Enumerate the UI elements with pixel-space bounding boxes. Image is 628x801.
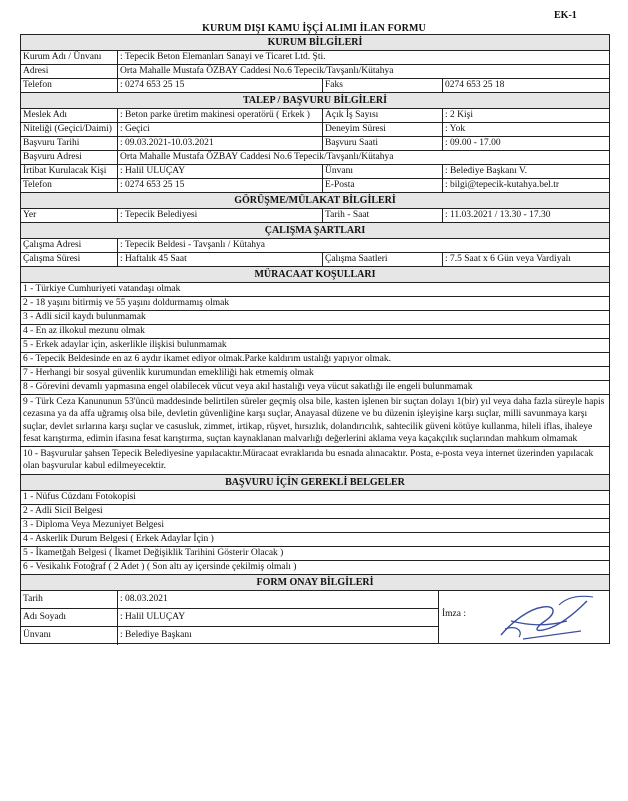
gorusme-tarih-value: : 11.03.2021 / 13.30 - 17.30 bbox=[445, 210, 551, 220]
belge-item-text: 1 - Nüfus Cüzdanı Fotokopisi bbox=[23, 491, 136, 502]
muracaat-item bbox=[20, 325, 610, 339]
belge-item-text: 5 - İkametğah Belgesi ( İkamet Değişiklik Tarihini Gösterir Olacak ) bbox=[23, 547, 284, 558]
basvuru-adres-value: Orta Mahalle Mustafa ÖZBAY Caddesi No.6 Tepecik/Tavşanlı/Kütahya bbox=[120, 152, 394, 162]
kurum-name-value: : Tepecik Beton Elemanları Sanayi ve Ticaret Ltd. Şti. bbox=[120, 52, 326, 62]
acik-is-label: Açık İş Sayısı bbox=[323, 109, 443, 122]
kurum-address-label: Adresi bbox=[21, 65, 118, 78]
section-title: FORM ONAY BİLGİLERİ bbox=[256, 576, 374, 588]
muracaat-item-text: 5 - Erkek adaylar için, askerlikle ilişkisi bulunmamak bbox=[23, 340, 227, 350]
signature-cell bbox=[439, 591, 609, 643]
talep-irtibat-row bbox=[20, 165, 610, 179]
muracaat-item-text: 1 - Türkiye Cumhuriyeti vatandaşı olmak bbox=[23, 284, 181, 294]
kurum-fax-label: Faks bbox=[323, 79, 443, 92]
eposta-label: E-Posta bbox=[323, 179, 443, 192]
section-talep-heading bbox=[20, 93, 610, 109]
kurum-address-row bbox=[20, 65, 610, 79]
muracaat-item-text: 3 - Adli sicil kaydı bulunmamak bbox=[23, 312, 146, 322]
calisma-adres-label: Çalışma Adresi bbox=[21, 239, 118, 252]
meslek-label: Meslek Adı bbox=[21, 109, 118, 122]
muracaat-item bbox=[20, 353, 610, 367]
calisma-sure-label: Çalışma Süresi bbox=[21, 253, 118, 266]
kurum-phone-row bbox=[20, 79, 610, 93]
talep-telefon-value: : 0274 653 25 15 bbox=[120, 180, 185, 190]
calisma-adres-row bbox=[20, 239, 610, 253]
muracaat-item-text: 4 - En az ilkokul mezunu olmak bbox=[23, 326, 145, 336]
belge-item bbox=[20, 505, 610, 519]
acik-is-value: : 2 Kişi bbox=[445, 110, 473, 120]
section-muracaat-heading bbox=[20, 267, 610, 283]
kurum-fax-value: 0274 653 25 18 bbox=[445, 80, 505, 90]
onay-block bbox=[20, 591, 610, 644]
irtibat-unvan-label: Ünvanı bbox=[323, 165, 443, 178]
kurum-phone-label: Telefon bbox=[21, 79, 118, 92]
muracaat-item bbox=[20, 311, 610, 325]
gorusme-row bbox=[20, 209, 610, 223]
section-belgeler-heading bbox=[20, 475, 610, 491]
calisma-sure-row bbox=[20, 253, 610, 267]
section-title: KURUM BİLGİLERİ bbox=[267, 37, 363, 48]
section-title: TALEP / BAŞVURU BİLGİLERİ bbox=[242, 95, 388, 106]
kurum-address-value: Orta Mahalle Mustafa ÖZBAY Caddesi No.6 Tepecik/Tavşanlı/Kütahya bbox=[120, 66, 394, 76]
section-title: BAŞVURU İÇİN GEREKLİ BELGELER bbox=[225, 476, 405, 488]
talep-adres-row bbox=[20, 151, 610, 165]
belge-item bbox=[20, 533, 610, 547]
talep-telefon-row bbox=[20, 179, 610, 193]
section-title: GÖRÜŞME/MÜLAKAT BİLGİLERİ bbox=[234, 195, 396, 206]
irtibat-unvan-value: : Belediye Başkanı V. bbox=[445, 166, 527, 176]
onay-tarih-value: : 08.03.2021 bbox=[120, 593, 168, 604]
kurum-name-row bbox=[20, 51, 610, 65]
belge-item-text: 2 - Adli Sicil Belgesi bbox=[23, 505, 103, 516]
basvuru-saat-value: : 09.00 - 17.00 bbox=[445, 138, 501, 148]
muracaat-item bbox=[20, 297, 610, 311]
deneyim-value: : Yok bbox=[445, 124, 466, 134]
calisma-saat-label: Çalışma Saatleri bbox=[323, 253, 443, 266]
gorusme-yer-value: : Tepecik Belediyesi bbox=[120, 210, 198, 220]
onay-unvan-row bbox=[21, 627, 438, 644]
calisma-saat-value: : 7.5 Saat x 6 Gün veya Vardiyalı bbox=[445, 254, 571, 264]
irtibat-label: İrtibat Kurulacak Kişi bbox=[21, 165, 118, 178]
imza-label: İmza : bbox=[442, 608, 467, 619]
handwritten-signature bbox=[483, 591, 603, 649]
muracaat-item-text: 7 - Herhangi bir sosyal güvenlik kurumundan emekliliği hak etmemiş olmak bbox=[23, 368, 314, 378]
kurum-name-label: Kurum Adı / Ünvanı bbox=[21, 51, 118, 64]
job-posting-form bbox=[20, 34, 610, 644]
deneyim-label: Deneyim Süresi bbox=[323, 123, 443, 136]
talep-telefon-label: Telefon bbox=[21, 179, 118, 192]
meslek-value: : Beton parke üretim makinesi operatörü ( Erkek ) bbox=[120, 110, 310, 120]
onay-unvan-value: : Belediye Başkanı bbox=[120, 630, 192, 641]
onay-adsoyad-label: Adı Soyadı bbox=[21, 609, 118, 626]
gorusme-tarih-label: Tarih - Saat bbox=[323, 209, 443, 222]
section-gorusme-heading bbox=[20, 193, 610, 209]
onay-tarih-row bbox=[21, 591, 438, 609]
onay-adsoyad-row bbox=[21, 609, 438, 627]
annex-label: EK-1 bbox=[554, 10, 577, 21]
belge-item-text: 6 - Vesikalık Fotoğraf ( 2 Adet ) ( Son altı ay içersinde çekilmiş olmalı ) bbox=[23, 561, 297, 572]
kurum-phone-value: : 0274 653 25 15 bbox=[120, 80, 185, 90]
basvuru-adres-label: Başvuru Adresi bbox=[21, 151, 118, 164]
talep-meslek-row bbox=[20, 109, 610, 123]
belge-item bbox=[20, 547, 610, 561]
muracaat-item-text: 2 - 18 yaşını bitirmiş ve 55 yaşını doldurmamış olmak bbox=[23, 298, 230, 308]
muracaat-item-text: 8 - Görevini devamlı yapmasına engel olabilecek vücut veya akıl hastalığı veya vücut sakatlığı ile engeli bulunmamak bbox=[23, 382, 473, 392]
muracaat-item-text: 6 - Tepecik Beldesinde en az 6 aydır ikamet ediyor olmak.Parke kaldırım ustalığı yapıyor olmak. bbox=[23, 354, 391, 364]
irtibat-value: : Halil ULUÇAY bbox=[120, 166, 186, 176]
section-calisma-heading bbox=[20, 223, 610, 239]
talep-nitelik-row bbox=[20, 123, 610, 137]
section-title: ÇALIŞMA ŞARTLARI bbox=[264, 225, 366, 236]
muracaat-item: 10 - Başvurular şahsen Tepecik Belediyesine yapılacaktır.Müracaat evraklarıda bu esnada alınacaktır. Posta, e-posta veya internet üzerinden yapılacak olan başvurular kabul edilmeyecektir. bbox=[20, 447, 610, 475]
section-kurum-heading bbox=[20, 35, 610, 51]
belge-item bbox=[20, 519, 610, 533]
belge-item-text: 4 - Askerlik Durum Belgesi ( Erkek Adaylar İçin ) bbox=[23, 533, 214, 544]
belge-item-text: 3 - Diploma Veya Mezuniyet Belgesi bbox=[23, 519, 164, 530]
nitelik-label: Niteliği (Geçici/Daimi) bbox=[21, 123, 118, 136]
talep-tarih-row bbox=[20, 137, 610, 151]
onay-tarih-label: Tarih bbox=[21, 591, 118, 608]
belge-item bbox=[20, 491, 610, 505]
calisma-sure-value: : Haftalık 45 Saat bbox=[120, 254, 187, 264]
gorusme-yer-label: Yer bbox=[21, 209, 118, 222]
nitelik-value: : Geçici bbox=[120, 124, 150, 134]
onay-adsoyad-value: : Halil ULUÇAY bbox=[120, 612, 186, 623]
calisma-adres-value: : Tepecik Beldesi - Tavşanlı / Kütahya bbox=[120, 240, 266, 250]
form-title: KURUM DIŞI KAMU İŞÇİ ALIMI İLAN FORMU bbox=[202, 23, 426, 34]
onay-unvan-label: Ünvanı bbox=[21, 627, 118, 644]
basvuru-saat-label: Başvuru Saati bbox=[323, 137, 443, 150]
muracaat-item bbox=[20, 339, 610, 353]
basvuru-tarih-value: : 09.03.2021-10.03.2021 bbox=[120, 138, 214, 148]
belge-item bbox=[20, 561, 610, 575]
muracaat-item: 9 - Türk Ceza Kanununun 53'üncü maddesinde belirtilen süreler geçmiş olsa bile, kasten işlenen bir suçtan dolayı 1(bir) yıl veya daha fazla süreyle hapis cezasına ya da affa uğramış olsa bile, devletin güvenliğine karşı suçlar, Anayasal düzene ve bu düzenin işleyişine karşı suçlar, milli savunmaya karşı suçlar, devlet sırlarına karşı suçlar ve casusluk, zimmet, irtikap, rüşvet, hırsızlık, dolandırıcılık, sahtecilik güveni kötüye kullanma, hileli iflas, ihaleye fesat karıştırma, edimin ifasına fesat karıştırma, suçtan kaynaklanan malvarlığı değerlerini aklama veya kaçakçılık suçlarından mahkum olmamak bbox=[20, 395, 610, 447]
muracaat-item bbox=[20, 367, 610, 381]
section-title: MÜRACAAT KOŞULLARI bbox=[254, 269, 376, 280]
muracaat-item bbox=[20, 283, 610, 297]
basvuru-tarih-label: Başvuru Tarihi bbox=[21, 137, 118, 150]
section-onay-heading bbox=[20, 575, 610, 591]
eposta-value: : bilgi@tepecik-kutahya.bel.tr bbox=[445, 180, 560, 190]
muracaat-item bbox=[20, 381, 610, 395]
